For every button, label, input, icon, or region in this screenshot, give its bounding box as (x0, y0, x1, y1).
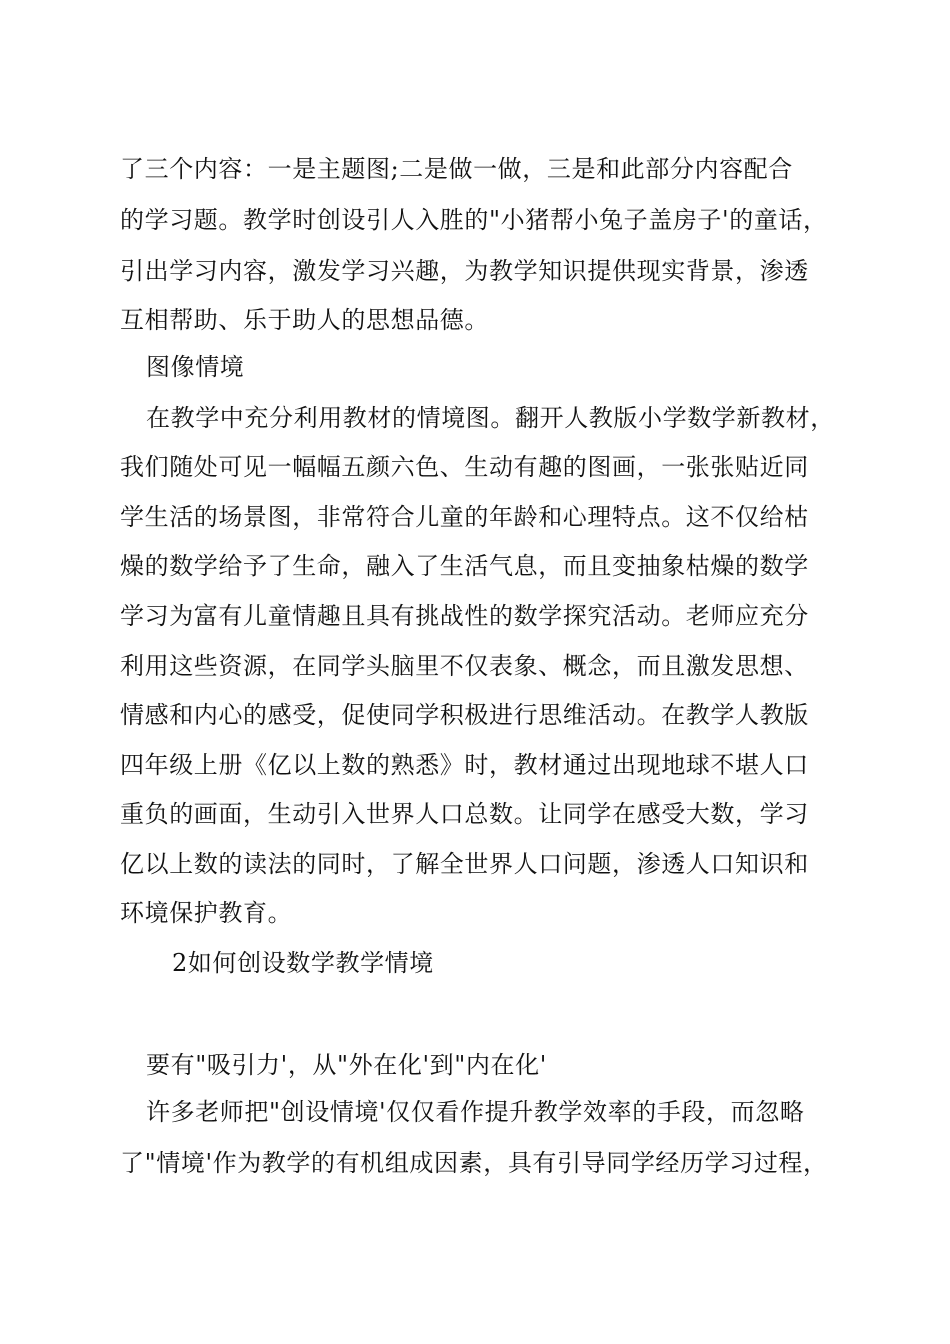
paragraph-line: 了"情境'作为教学的有机组成因素，具有引导同学经历学习过程， (120, 1149, 828, 1177)
paragraph-line: 重负的画面，生动引入世界人口总数。让同学在感受大数，学习 (120, 800, 809, 828)
paragraph-line: 学习为富有儿童情趣且具有挑战性的数学探究活动。老师应充分 (120, 602, 809, 630)
paragraph-line: 亿以上数的读法的同时，了解全世界人口问题，渗透人口知识和 (120, 850, 809, 878)
paragraph-line: 环境保护教育。 (120, 899, 293, 927)
paragraph-line: 学生活的场景图，非常符合儿童的年龄和心理特点。这不仅给枯 (120, 503, 809, 531)
section-heading-image-context: 图像情境 (146, 353, 245, 381)
paragraph-line: 互相帮助、乐于助人的思想品德。 (120, 306, 489, 334)
subheading-attraction: 要有"吸引力'，从"外在化'到"内在化' (146, 1051, 547, 1079)
section-heading-how-to-create: 2如何创设数学教学情境 (172, 949, 434, 977)
paragraph-line: 情感和内心的感受，促使同学积极进行思维活动。在教学人教版 (120, 701, 809, 729)
paragraph-line: 燥的数学给予了生命，融入了生活气息，而且变抽象枯燥的数学 (120, 552, 809, 580)
paragraph-line: 许多老师把"创设情境'仅仅看作提升教学效率的手段，而忽略 (146, 1098, 805, 1126)
paragraph-line: 我们随处可见一幅幅五颜六色、生动有趣的图画，一张张贴近同 (120, 453, 809, 481)
paragraph-line: 四年级上册《亿以上数的熟悉》时，教材通过出现地球不堪人口 (120, 751, 809, 779)
paragraph-line: 引出学习内容，激发学习兴趣，为教学知识提供现实背景，渗透 (120, 257, 809, 285)
paragraph-line: 利用这些资源，在同学头脑里不仅表象、概念，而且激发思想、 (120, 652, 809, 680)
paragraph-line: 在教学中充分利用教材的情境图。翻开人教版小学数学新教材， (146, 404, 835, 432)
paragraph-line: 了三个内容：一是主题图;二是做一做，三是和此部分内容配合 (120, 155, 793, 183)
paragraph-line: 的学习题。教学时创设引人入胜的"小猪帮小兔子盖房子'的童话， (120, 206, 828, 234)
